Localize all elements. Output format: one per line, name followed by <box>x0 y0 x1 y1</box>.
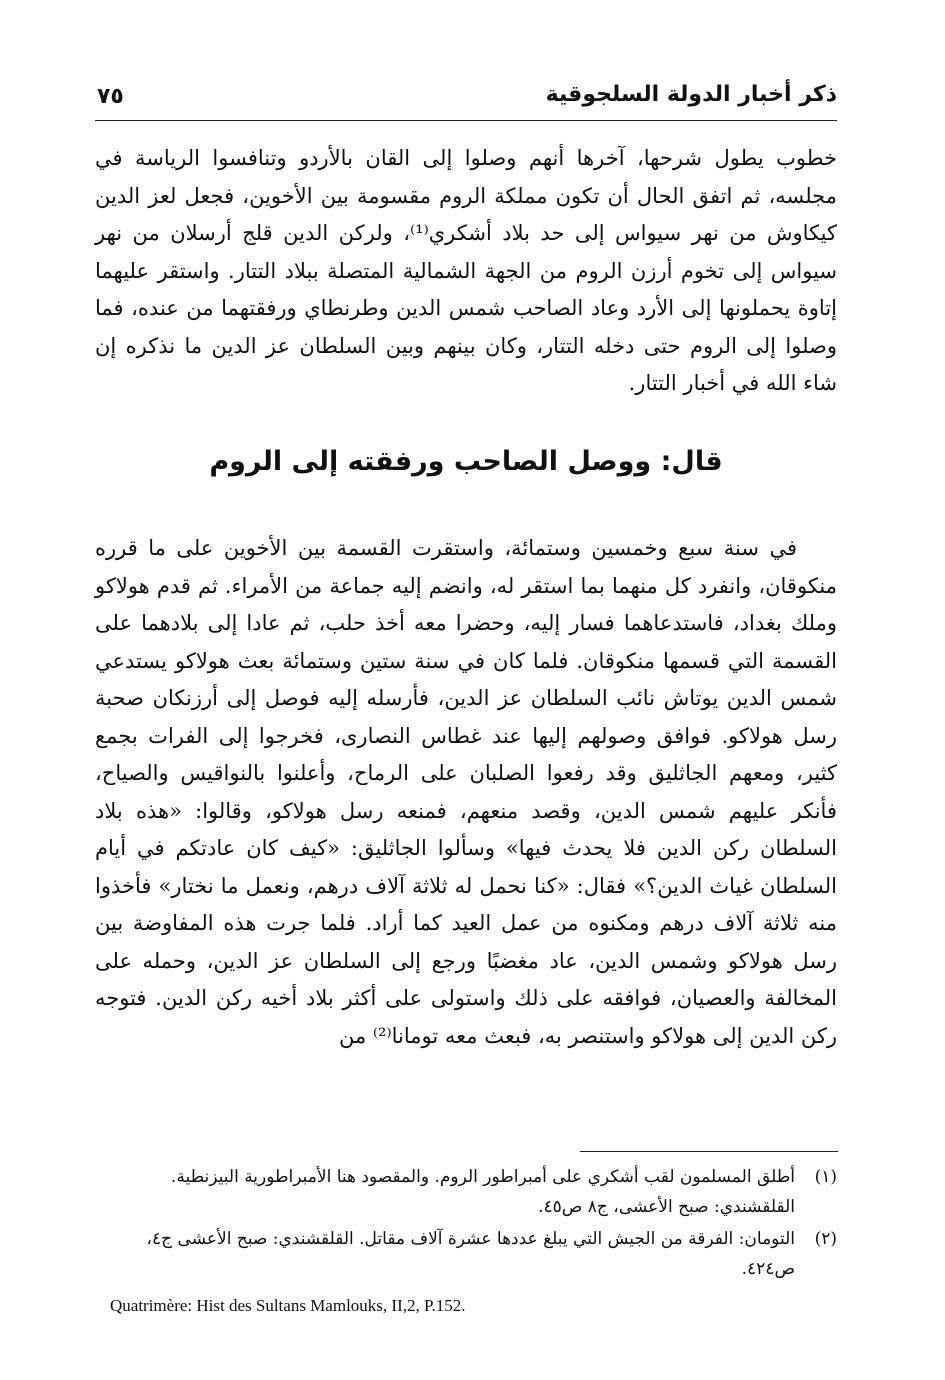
source-citation: Quatrimère: Hist des Sultans Mamlouks, II,2, P.152. <box>110 1296 466 1315</box>
footnote-text: أطلق المسلمون لقب أشكري على أمبراطور الروم. والمقصود هنا الأمبراطورية البيزنطية. القلقشندي: صبح الأعشى، ج٨ ص٤٥. <box>170 1167 795 1217</box>
section-heading: قال: ووصل الصاحب ورفقته إلى الروم <box>209 446 723 477</box>
body-paragraph-1: خطوب يطول شرحها، آخرها أنهم وصلوا إلى القان بالأردو وتنافسوا الرياسة في مجلسه، ثم اتفق الحال أن تكون مملكة الروم مقسومة بين الأخوين، فجعل لعز الدين كيكاوش من نهر سيواس إلى حد بلاد أشكري⁽¹⁾، ولركن الدين قلج أرسلان من نهر سيواس إلى تخوم أرزن الروم من الجهة الشمالية المتصلة ببلاد التتار. واستقر عليهما إتاوة يحملونها إلى الأرد وعاد الصاحب شمس الدين وطرنطاي ورفقتهما من عنده، فما وصلوا إلى الروم حتى دخله التتار، وكان بينهم وبين السلطان عز الدين ما نذكره إن شاء الله في أخبار التتار. <box>95 146 837 395</box>
footnote-number: (١) <box>814 1167 837 1187</box>
footnote-2 <box>95 1224 837 1284</box>
running-header-title: ذكر أخبار الدولة السلجوقية <box>545 82 837 107</box>
body-paragraph-2: في سنة سبع وخمسين وستمائة، واستقرت القسمة بين الأخوين على ما قرره منكوقان، وانفرد كل منهما بما استقر له، وانضم إليه جماعة من الأمراء. ثم قدم هولاكو وملك بغداد، فاستدعاهما فسار إليه، وحضرا معه أخذ حلب، ثم عادا إلى بلادهما على القسمة التي قسمها منكوقان. فلما كان في سنة ستين وستمائة بعث هولاكو يستدعي شمس الدين يوتاش نائب السلطان عز الدين، فأرسله إليه فوصل إلى أرزنكان صحبة رسل هولاكو. فوافق وصولهم إليها عند غطاس النصارى، فخرجوا إلى الفرات بجمع كثير، ومعهم الجاثليق وقد رفعوا الصلبان على الرماح، وأعلنوا بالنواقيس والصياح، فأنكر عليهم شمس الدين، وقصد منعهم، فمنعه رسل هولاكو، وقالوا: «هذه بلاد السلطان ركن الدين فلا يحدث فيها» وسألوا الجاثليق: «كيف كان عادتكم في أيام السلطان غياث الدين؟» فقال: «كنا نحمل له ثلاثة آلاف درهم، ونعمل ما نختار» فأخذوا منه ثلاثة آلاف درهم ومكنوه من عمل العيد كما أراد. فلما جرت هذه المفاوضة بين رسل هولاكو وشمس الدين، عاد مغضبًا ورجع إلى السلطان عز الدين، وحمله على المخالفة والعصيان، فوافقه على ذلك واستولى على أكثر بلاد أخيه ركن الدين. فتوجه ركن الدين إلى هولاكو واستنصر به، فبعث معه تومانا⁽²⁾ من <box>95 536 837 1048</box>
footnote-text: التومان: الفرقة من الجيش التي يبلغ عددها عشرة آلاف مقاتل. القلقشندي: صبح الأعشى ج٤، ص٤٢٤. <box>146 1229 795 1279</box>
page-number: ٧٥ <box>97 84 124 109</box>
footnote-separator <box>580 1151 838 1152</box>
footnote-1 <box>95 1162 837 1222</box>
footnotes <box>95 1162 837 1286</box>
footnote-number: (٢) <box>814 1229 837 1249</box>
running-header <box>95 72 837 121</box>
